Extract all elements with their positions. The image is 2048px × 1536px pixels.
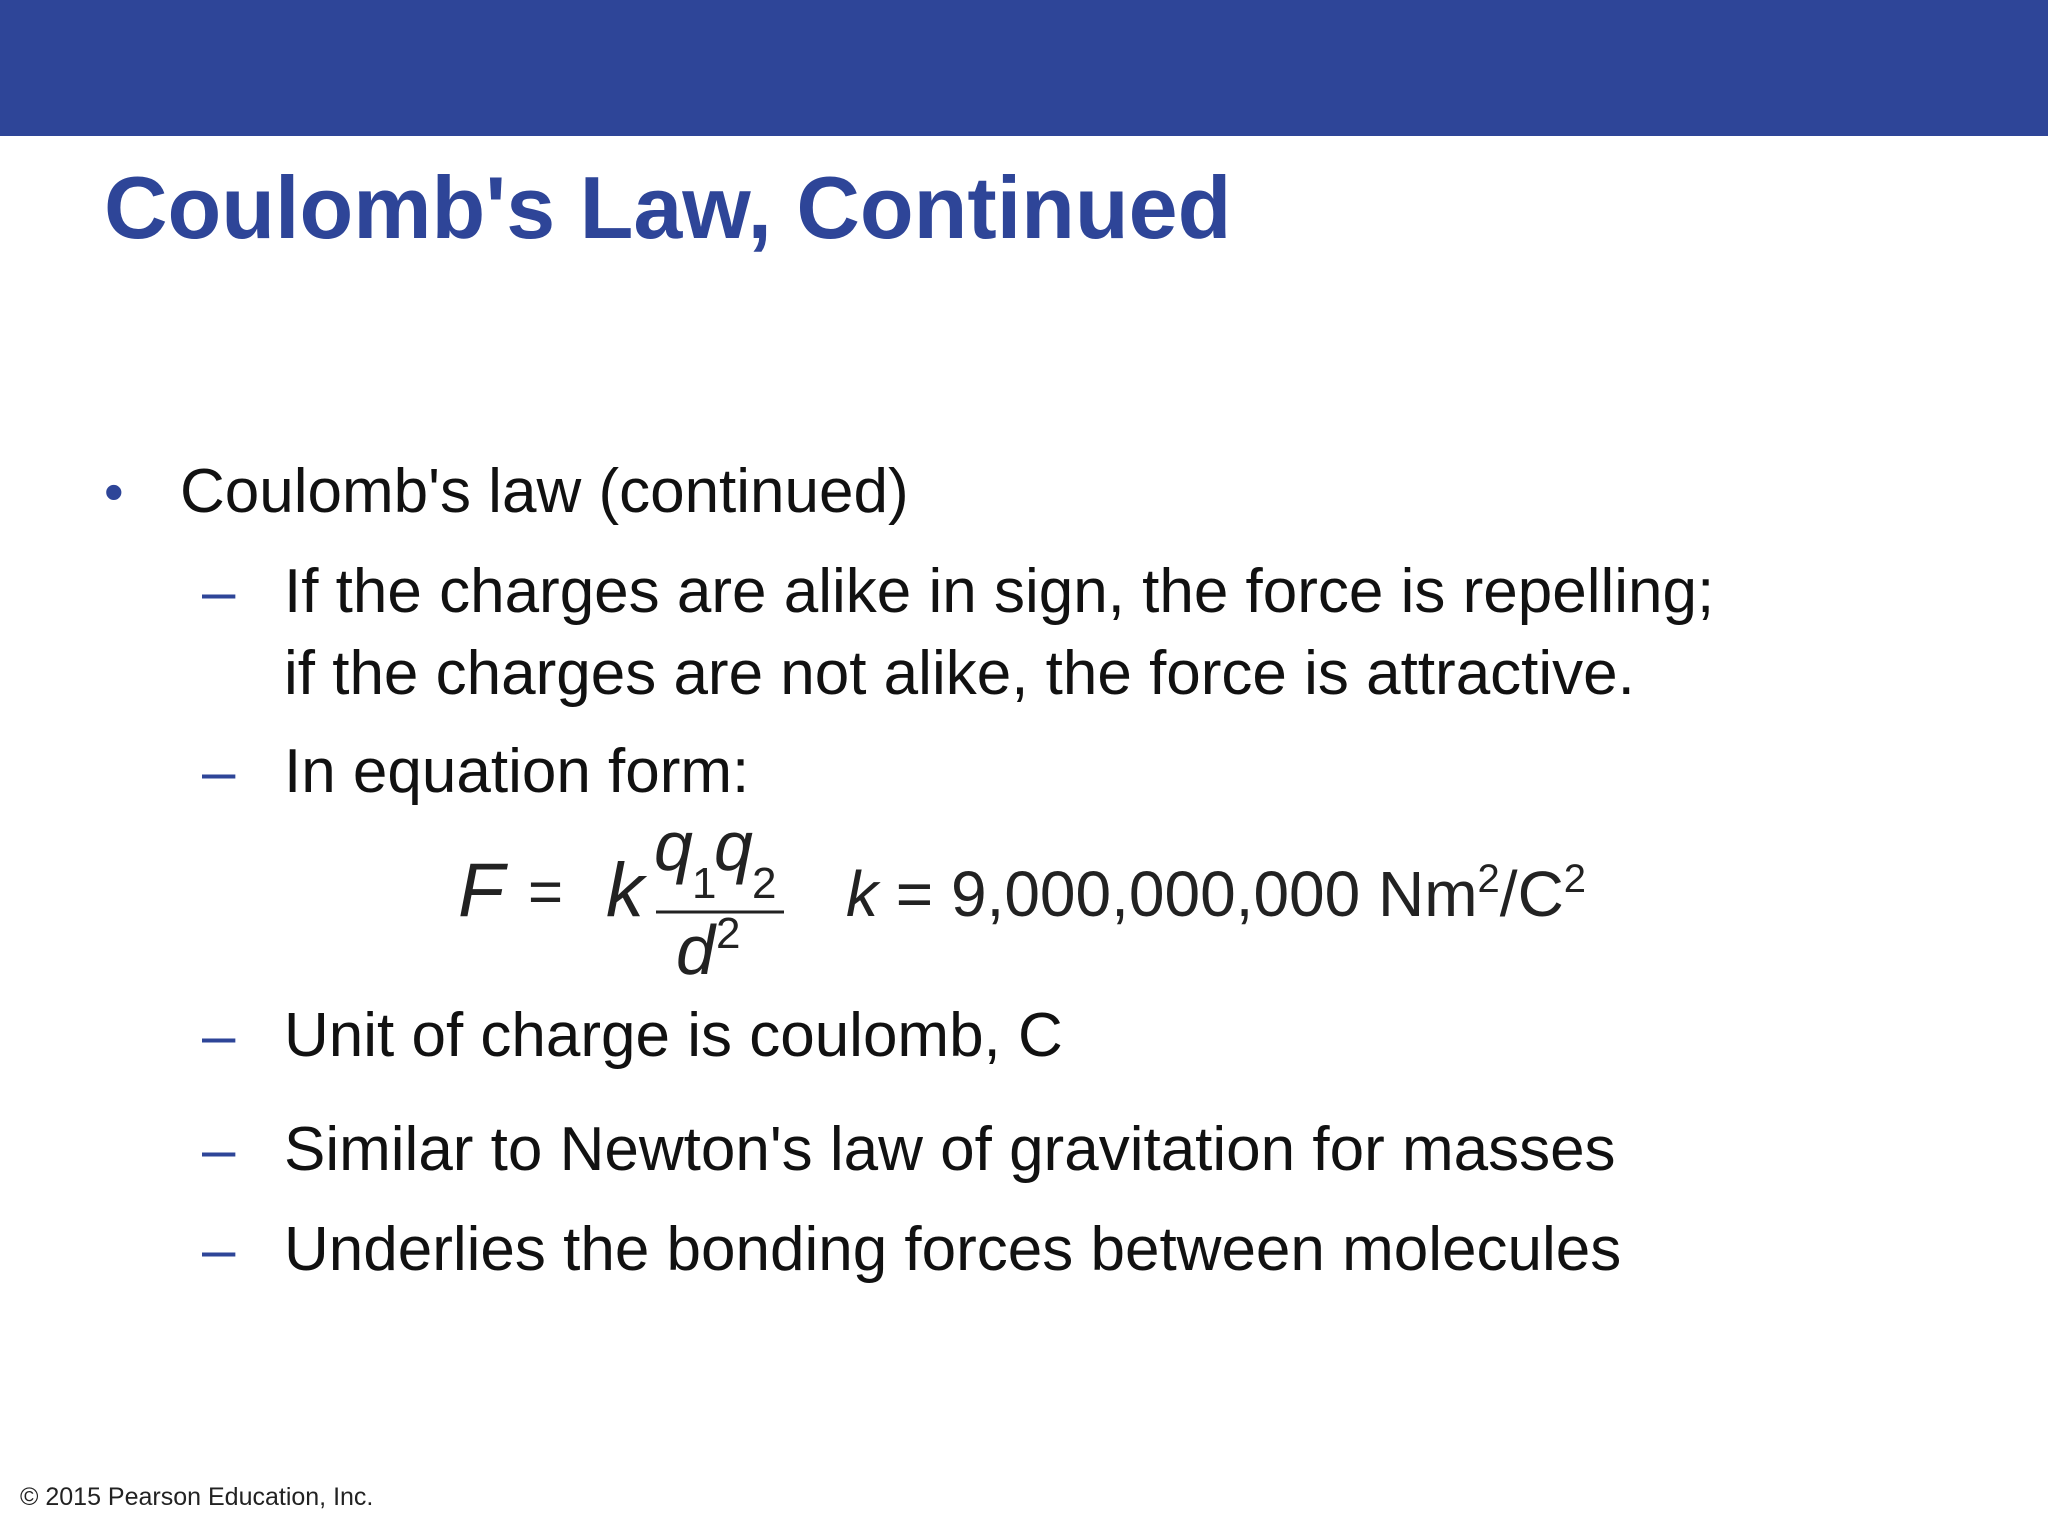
equation-q2: q (714, 807, 753, 885)
constant-k: k (846, 858, 878, 930)
constant-statement (846, 857, 1586, 930)
bullet-text: Coulomb's law (continued) (180, 457, 909, 526)
equation-d: d (676, 911, 715, 989)
dash-icon: – (202, 1116, 236, 1183)
dash-icon: – (202, 1216, 236, 1283)
equation-graphic (440, 806, 1700, 996)
equation-f: F (458, 848, 505, 933)
bullet-icon: • (104, 460, 124, 523)
copyright-footer: © 2015 Pearson Education, Inc. (20, 1483, 374, 1511)
header-bar (0, 0, 2048, 136)
equation-sub1: 1 (692, 859, 717, 908)
sub-item-unit: Unit of charge is coulomb, C (284, 1001, 1063, 1070)
sub-item-newton: Similar to Newton's law of gravitation for masses (284, 1115, 1616, 1184)
coulomb-equation (440, 806, 1700, 996)
sub-item-charges-line-1: If the charges are alike in sign, the force is repelling; (284, 557, 1715, 626)
equation-sub2: 2 (752, 859, 777, 908)
constant-sq1: 2 (1477, 857, 1500, 901)
sub-item-bonding: Underlies the bonding forces between molecules (284, 1215, 1622, 1284)
sub-item-equation-form: In equation form: (284, 737, 750, 806)
constant-unit: /C (1499, 858, 1564, 930)
equation-equals: = (528, 858, 564, 925)
equation-k: k (606, 848, 644, 933)
dash-icon: – (202, 1002, 236, 1069)
slide-title: Coulomb's Law, Continued (104, 158, 1232, 257)
sub-item-charges-line-2: if the charges are not alike, the force is attractive. (284, 639, 1635, 708)
equation-exp: 2 (716, 909, 741, 958)
constant-sq2: 2 (1563, 857, 1587, 901)
equation-q1: q (654, 807, 693, 885)
dash-icon: – (202, 558, 236, 625)
dash-icon: – (202, 738, 236, 805)
constant-value: = 9,000,000,000 Nm (878, 858, 1478, 930)
